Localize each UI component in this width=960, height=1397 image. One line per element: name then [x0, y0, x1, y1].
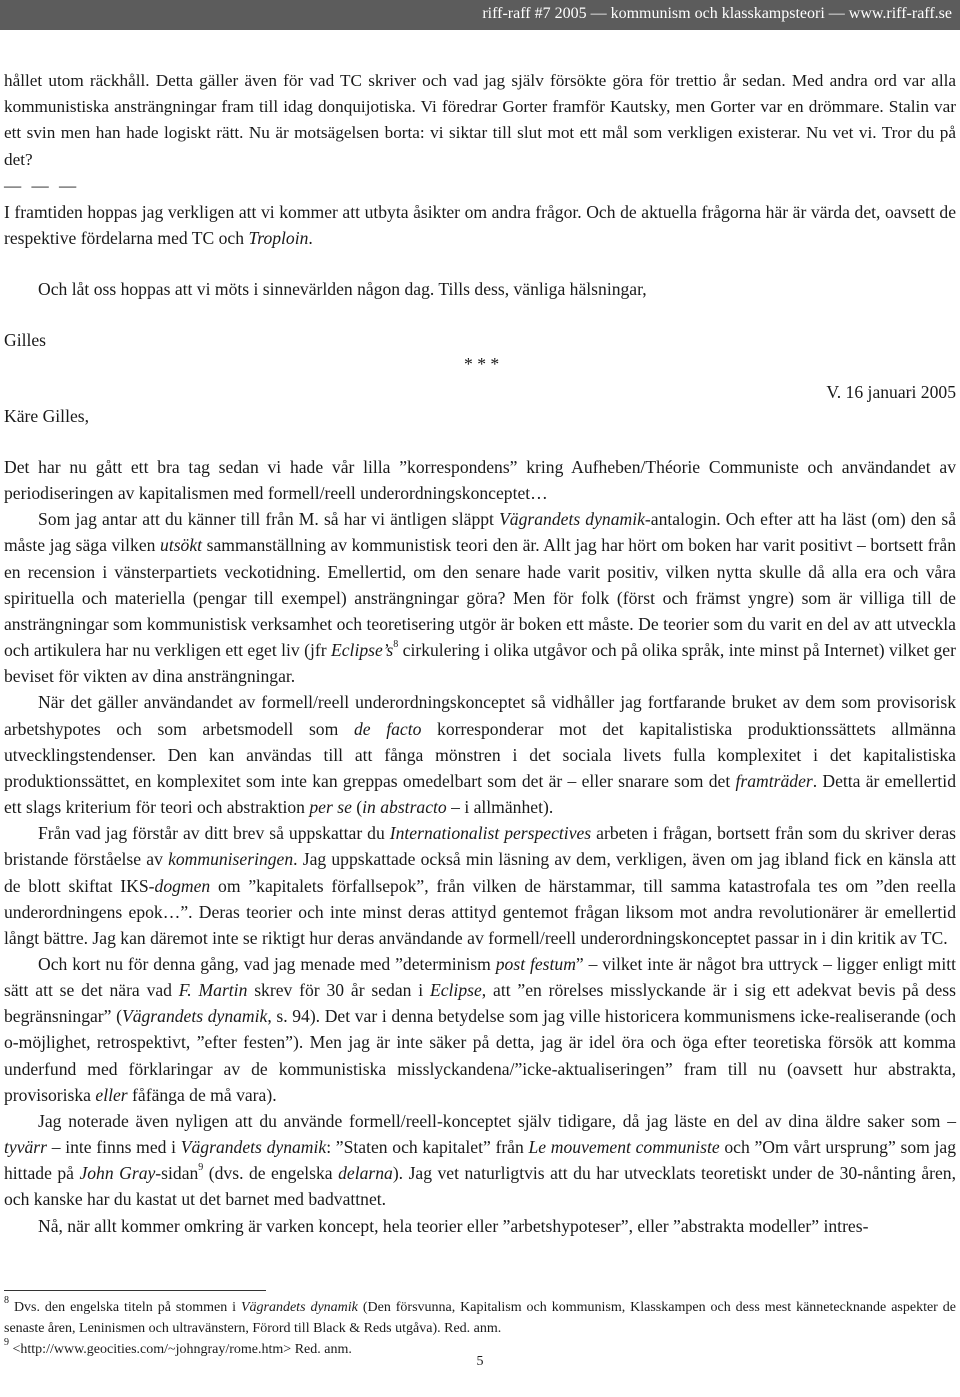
text-run: -antalogin. Och efter att ha läst (om) den så måste jag säga vilken [4, 509, 956, 556]
paragraph: Det har nu gått ett bra tag sedan vi hade vår lilla ”korrespondens” kring Aufheben/Théorie Communiste och användandet av periodiseringen av kapitalismen med formell/reell underordningskonceptet… [4, 457, 956, 504]
italic-run: tyvärr [4, 1137, 47, 1158]
italic-run: framträder [735, 770, 813, 791]
text-run: <http://www.geocities.com/~johngray/rome.htm> Red. anm. [9, 1342, 352, 1357]
footnote-ref: 9 [198, 1162, 204, 1174]
text-run: fåfänga de må vara). [127, 1084, 277, 1105]
footnotes [4, 1297, 956, 1360]
text-run: – inte finns med i [47, 1137, 181, 1158]
text-run: Och kort nu för denna gång, vad jag menade med ”determinism [38, 953, 496, 974]
closing-line: Och låt oss hoppas att vi möts i sinnevärlden någon dag. Tills dess, vänliga hälsningar, [38, 279, 647, 299]
text-run: ( [351, 797, 363, 818]
footnote-8 [4, 1297, 956, 1339]
paragraph: Nå, när allt kommer omkring är varken koncept, hela teorier eller ”arbetshypoteser”, eller ”abstrakta modeller” intres- [38, 1215, 869, 1236]
paragraph [4, 199, 956, 251]
running-header [0, 0, 960, 30]
footnote-number: 8 [4, 1295, 9, 1307]
section-separator: * * * [464, 354, 500, 374]
italic-run: de facto [353, 718, 422, 739]
text-run: . [308, 228, 313, 249]
salutation: Käre Gilles, [4, 406, 90, 426]
italic-run: Le mouvement communiste [528, 1137, 720, 1158]
text-run: , s. 94). Det var i denna betydelse som jag ville historicera kommunismens icke-realiserande (och o-möjlighet, retrospektivt, ”efter festen”). Men jag är inte säker på detta, jag är idel öra och öga efter teoretiska försök att komma underfund med förklaringar av de kommunistiska misslyckandena/”icke-aktualiseringen” fram till nu (oavsett hur abstrakta, provisoriska [4, 1006, 957, 1105]
italic-run: per se [309, 797, 352, 818]
paragraph [4, 506, 956, 689]
text-run: . Detta är emellertid ett slags kriterium för teori och abstraktion [4, 770, 956, 818]
text-run: om ”kapitalets förfallsepok”, från vilken de härstammar, till samma katastrofala tes om ”den reella underordningens epok…”. Deras teorier och inte minst deras attityd gentemot frågan liksom mot andra revolutionärer är emellertid långt bättre. Jag kan däremot inte se riktigt hur deras användande av formell/reell underordningskonceptet passar in i din kritik av TC. [4, 875, 956, 948]
italic-run: eller [95, 1084, 128, 1105]
italic-run: kommuniseringen [168, 849, 294, 870]
text-run: cirkulering i olika utgåvor och på olika språk, inte minst på Internet) vilket ger beviset för vikten av dina ansträngningar. [4, 640, 956, 687]
text-run: korresponderar mot det kapitalistiska produktionssättets allmänna utvecklingstendenser. Den kan användas till att fånga mönstren i det sociala livets fulla komplexitet i det kapitalistiska produktionssättet, en komplexitet som inte kan greppas omedelbart som det är – eller snarare som det [4, 718, 956, 791]
text-run: – i allmänhet). [446, 797, 554, 818]
previous-letter-ending [4, 68, 956, 251]
paragraph [4, 951, 956, 1108]
running-header-text: riff-raff #7 2005 — kommunism och klasskampsteori — www.riff-raff.se [482, 5, 952, 22]
italic-run: delarna [338, 1163, 393, 1184]
text-run: sammanställning av kommunistisk teori den är. Allt jag har hört om boken har varit positivt – bortsett från en recension i vänsterpartiets veckotidning. Emellertid, om den senare hade varit positiv, vilken nytta skulle då alla era och våra spirituella och materiella (pengar till exempel) ansträngningar göra? Men för folk (först och främst yngre) som är villiga till de ansträngningar som kommunistisk verksamhet och teoretisering utgör är boken ett måste. De teorier som du varit en del av att utveckla och artikulera har nu verkligen ett eget liv (jfr [4, 535, 956, 661]
italic-run: Vägrandets dynamik [180, 1137, 327, 1158]
footnote-divider [4, 1290, 266, 1291]
text-run: När det gäller användandet av formell/reell underordningskonceptet så vidhåller jag fortfarande bruket av dem som provisorisk arbetshypotes och som arbetsmodell som [4, 692, 956, 739]
paragraph [4, 689, 956, 820]
text-run: Jag noterade även nyligen att du använde formell/reell-konceptet själv tidigare, då jag läste en del av dina äldre saker som – [38, 1110, 956, 1131]
italic-run: Vägrandets dynamik [499, 509, 645, 530]
letter-date: V. 16 januari 2005 [826, 382, 956, 402]
italic-run: Internationalist perspectives [389, 823, 592, 844]
italic-run: in abstracto [362, 797, 447, 818]
italic-run: Vägrandets dynamik [240, 1300, 358, 1315]
text-run: (Den försvunna, Kapitalism och kommunism, Klasskampen och dess mest kännetecknande aspekter de senaste åren, Leninismen och ultravänstern, Förord till Black & Reds utgåva). Red. anm. [4, 1300, 956, 1336]
text-run: -sidan [155, 1163, 199, 1184]
footnote-number: 9 [4, 1337, 9, 1349]
signature: Gilles [4, 330, 47, 350]
text-run: och ”Om vårt ursprung” som jag hittade på [4, 1137, 957, 1184]
italic-run: dogmen [154, 875, 211, 896]
text-run: Dvs. den engelska titeln på stommen i [9, 1300, 241, 1315]
italic-run: F. Martin [178, 980, 248, 1001]
italic-run: post festum [495, 953, 576, 974]
section-dashes: — — — [4, 175, 80, 195]
text-run: (dvs. de engelska [203, 1163, 339, 1184]
paragraph [4, 820, 956, 951]
italic-run: utsökt [160, 535, 203, 556]
page-number: 5 [476, 1354, 484, 1369]
text-run: ” – vilket inte är något bra uttryck – ligger enligt mitt sätt att se det nära vad [4, 953, 956, 1001]
paragraph [4, 1108, 956, 1213]
text-run: , att ”en rörelses misslyckande är i sig ett adekvat bevis på dess begränsningar” ( [4, 980, 956, 1027]
text-run: I framtiden hoppas jag verkligen att vi kommer att utbyta åsikter om andra frågor. Och de aktuella frågorna här är värda det, oavsett de respektive fördelarna med TC och [4, 202, 956, 249]
text-run: . Jag uppskattade också min läsning av dem, verkligen, även om jag ibland fick en känsla att de blott skiftat IKS- [4, 849, 956, 896]
text-run: ). Jag vet naturligtvis att du har utvecklats teoretiskt under de 30-nånting åren, och kanske har du kastat ut det barnet med badvattnet. [4, 1163, 956, 1210]
italic-run: John Gray [79, 1163, 156, 1184]
text-run: Från vad jag förstår av ditt brev så uppskattar du [38, 823, 390, 844]
italic-run: Vägrandets dynamik [121, 1006, 268, 1027]
italic-run: Troploin [248, 228, 309, 249]
text-run: arbeten i frågan, bortsett från som du skriver deras bristande förståelse av [4, 823, 956, 870]
italic-run: Eclipse [429, 980, 482, 1001]
italic-run: Eclipse’s [331, 640, 394, 661]
text-run: Som jag antar att du känner till från M. så har vi äntligen släppt [38, 509, 500, 530]
footnote-ref: 8 [393, 639, 399, 651]
text-run: : ”Staten och kapitalet” från [326, 1137, 529, 1158]
text-run: skrev för 30 år sedan i [247, 980, 430, 1001]
letter-body [4, 454, 956, 1239]
paragraph: hållet utom räckhåll. Detta gäller även för vad TC skriver och vad jag själv försökte göra för trettio år sedan. Med andra ord var alla kommunistiska ansträngningar fram till idag donquijotiska. Vi föredrar Gorter framför Kautsky, men Gorter var en drömmare. Stalin var ett svin men han hade logiskt rätt. Nu är motsägelsen borta: vi siktar till slut mot ett mål som verkligen existerar. Nu vet vi. Tror du på det? [4, 71, 956, 169]
